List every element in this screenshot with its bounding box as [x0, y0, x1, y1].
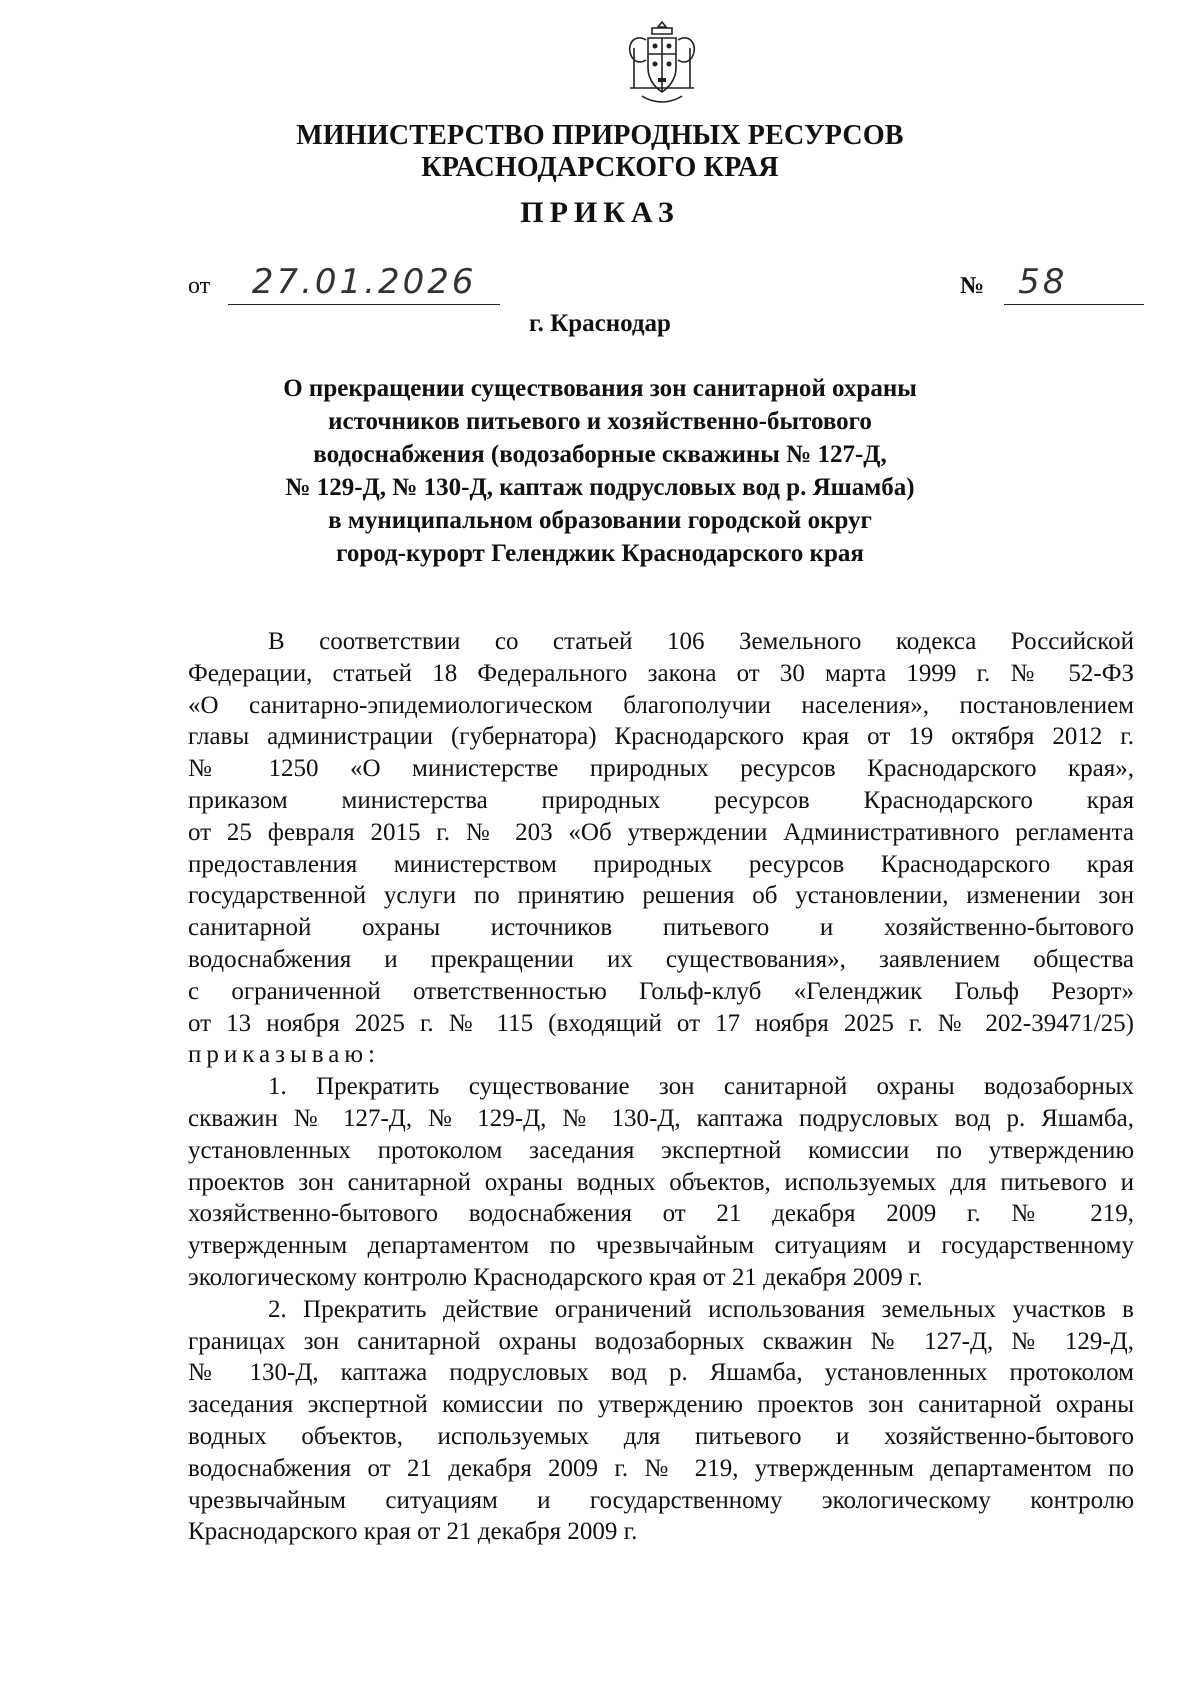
document-body — [188, 626, 1134, 1548]
number-field — [1004, 262, 1144, 305]
number-label: № — [960, 273, 985, 299]
preamble-line: от 25 февраля 2015 г. № 203 «Об утверждении Административного регламента — [188, 818, 1134, 846]
item-2-line: 2. Прекратить действие ограничений использования земельных участков в — [268, 1295, 1134, 1323]
preamble-line: главы администрации (губернатора) Краснодарского края от 19 октября 2012 г. — [188, 723, 1134, 751]
preamble-line: приказом министерства природных ресурсов Краснодарского края — [188, 786, 1134, 814]
ministry-name-line-2: КРАСНОДАРСКОГО КРАЯ — [421, 152, 779, 183]
document-type: ПРИКАЗ — [520, 196, 680, 229]
preamble-line: водоснабжения и прекращении их существования», заявлением общества — [188, 945, 1134, 973]
preamble-line: «О санитарно-эпидемиологическом благополучии населения», постановлением — [188, 691, 1134, 719]
item-1-line: утвержденным департаментом по чрезвычайным ситуациям и государственному — [188, 1232, 1134, 1260]
date-label: от — [188, 273, 211, 299]
date-field — [228, 262, 500, 305]
preamble-line: Федерации, статьей 18 Федерального закона от 30 марта 1999 г. № 52-ФЗ — [188, 659, 1134, 687]
item-1-line: установленных протоколом заседания экспертной комиссии по утверждению — [188, 1136, 1134, 1164]
title-line: № 129-Д, № 130-Д, каптаж подрусловых вод р. Яшамба) — [285, 474, 915, 501]
item-2-line: границах зон санитарной охраны водозаборных скважин № 127-Д, № 129-Д, — [188, 1327, 1134, 1355]
item-1-line: 1. Прекратить существование зон санитарной охраны водозаборных — [268, 1073, 1134, 1101]
title-line: водоснабжения (водозаборные скважины № 127-Д, — [313, 441, 887, 468]
item-2-line: чрезвычайным ситуациям и государственному экологическому контролю — [188, 1486, 1134, 1514]
number-value: 58 — [1018, 262, 1068, 302]
preamble-line: № 1250 «О министерстве природных ресурсов Краснодарского края», — [188, 755, 1134, 783]
item-1-line: хозяйственно-бытового водоснабжения от 21 декабря 2009 г. № 219, — [188, 1200, 1134, 1228]
document-title — [220, 372, 980, 570]
preamble-line: с ограниченной ответственностью Гольф-клуб «Геленджик Гольф Резорт» — [188, 977, 1134, 1005]
preamble-line: предоставления министерством природных ресурсов Краснодарского края — [188, 850, 1134, 878]
item-2-line: Краснодарского края от 21 декабря 2009 г. — [188, 1518, 638, 1546]
city: г. Краснодар — [529, 310, 671, 337]
order-word: приказываю: — [188, 1041, 380, 1069]
title-line: О прекращении существования зон санитарной охраны — [283, 375, 917, 402]
date-value: 27.01.2026 — [251, 262, 477, 302]
item-2-line: заседания экспертной комиссии по утверждению проектов зон санитарной охраны — [188, 1391, 1134, 1419]
date-row — [188, 262, 500, 305]
title-line: источников питьевого и хозяйственно-бытового — [328, 408, 872, 435]
item-2-line: № 130-Д, каптажа подрусловых вод р. Яшамба, установленных протоколом — [188, 1359, 1134, 1387]
title-line: город-курорт Геленджик Краснодарского края — [336, 540, 864, 567]
preamble-line: В соответствии со статьей 106 Земельного кодекса Российской — [268, 628, 1134, 655]
preamble-line: санитарной охраны источников питьевого и хозяйственно-бытового — [188, 914, 1134, 942]
item-2-line: водных объектов, используемых для питьевого и хозяйственно-бытового — [188, 1422, 1134, 1450]
preamble-line: государственной услуги по принятию решения об установлении, изменении зон — [188, 882, 1134, 910]
title-line: в муниципальном образовании городской округ — [328, 507, 872, 534]
item-1-line: экологическому контролю Краснодарского края от 21 декабря 2009 г. — [188, 1263, 923, 1291]
item-2-line: водоснабжения от 21 декабря 2009 г. № 219, утвержденным департаментом по — [188, 1454, 1134, 1482]
coat-of-arms-icon — [622, 18, 702, 104]
number-row — [960, 262, 1144, 305]
item-1-line: проектов зон санитарной охраны водных объектов, используемых для питьевого и — [188, 1168, 1134, 1196]
preamble-line: от 13 ноября 2025 г. № 115 (входящий от 17 ноября 2025 г. № 202-39471/25) — [188, 1009, 1134, 1037]
ministry-name-line-1: МИНИСТЕРСТВО ПРИРОДНЫХ РЕСУРСОВ — [296, 120, 904, 151]
item-1-line: скважин № 127-Д, № 129-Д, № 130-Д, каптажа подрусловых вод р. Яшамба, — [188, 1104, 1134, 1132]
